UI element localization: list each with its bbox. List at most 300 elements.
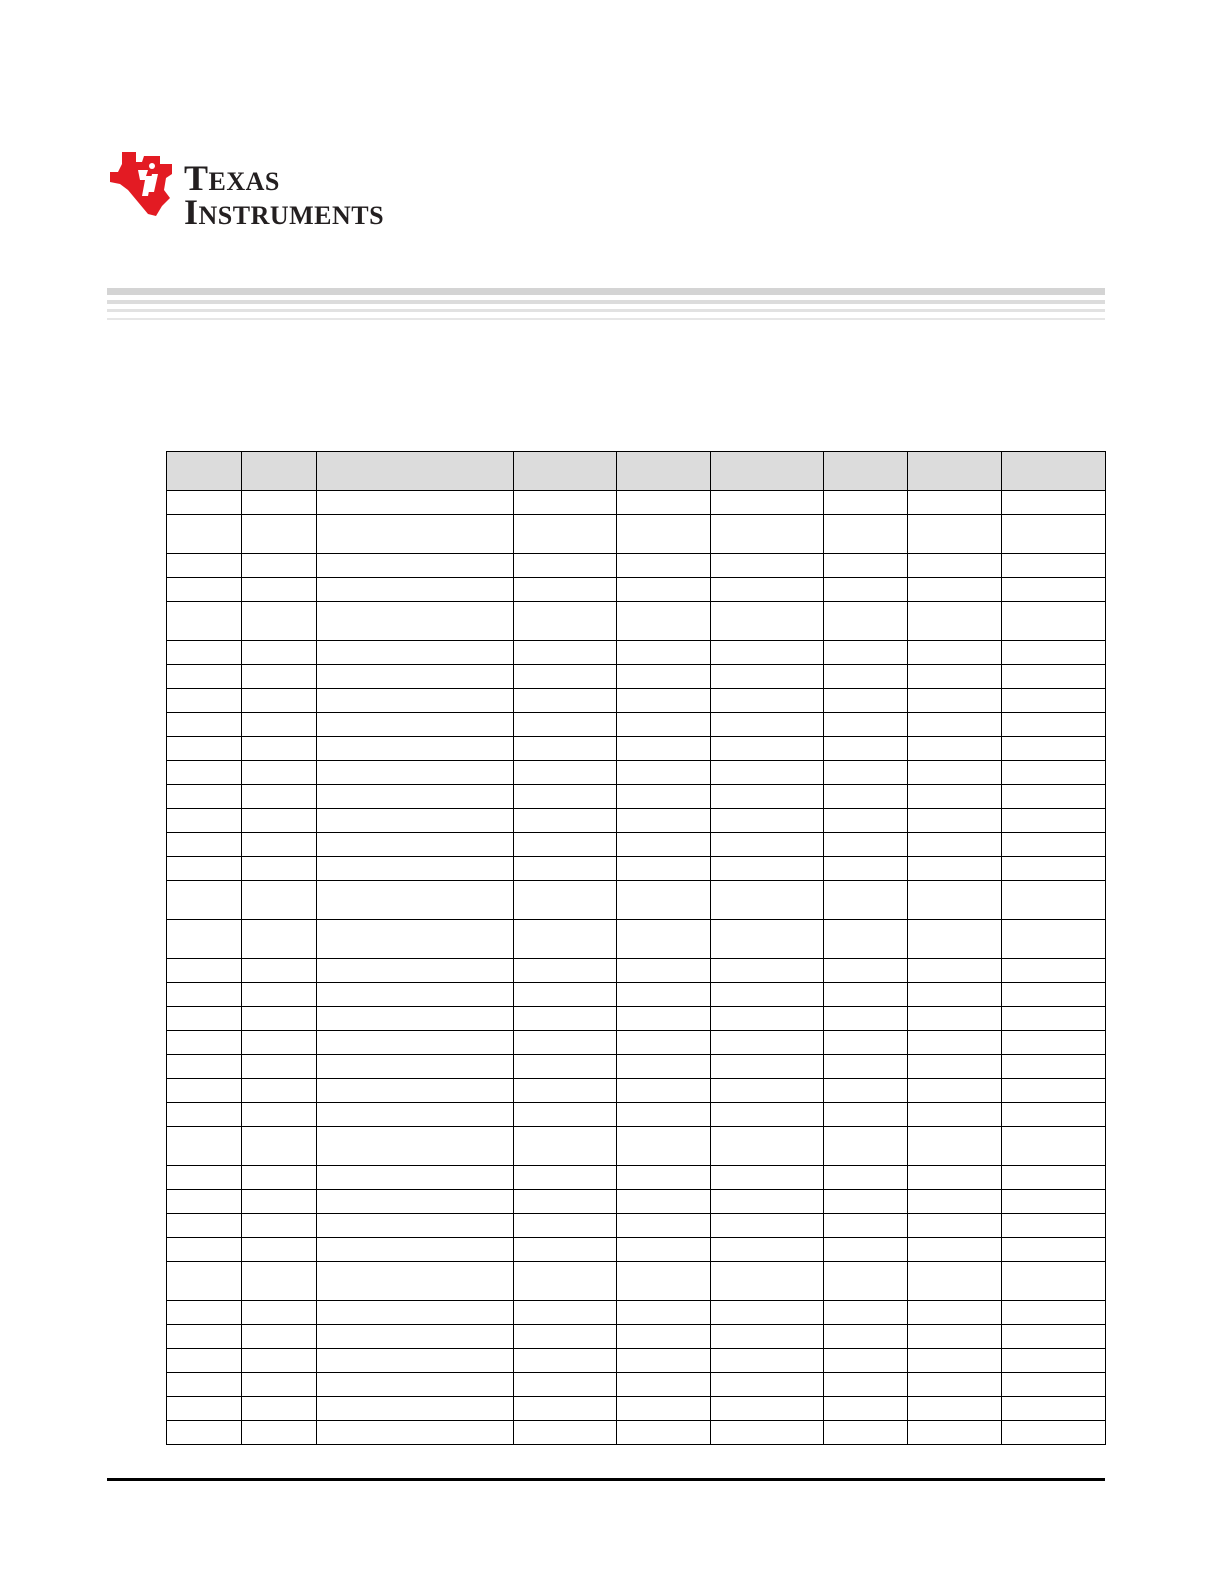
table-cell: [317, 881, 514, 920]
table-cell: [617, 833, 711, 857]
table-cell: [167, 1373, 242, 1397]
table-cell: [824, 1325, 908, 1349]
table-cell: [514, 1007, 617, 1031]
table-cell: [242, 689, 317, 713]
table-cell: [617, 1397, 711, 1421]
table-cell: [167, 833, 242, 857]
table-cell: [1002, 857, 1106, 881]
table-cell: [242, 1166, 317, 1190]
table-cell: [617, 1421, 711, 1445]
table-cell: [1002, 602, 1106, 641]
table-cell: [317, 1349, 514, 1373]
table-cell: [514, 1079, 617, 1103]
table-cell: [514, 809, 617, 833]
table-cell: [317, 1079, 514, 1103]
table-cell: [824, 554, 908, 578]
ti-state-logo-icon: [108, 150, 178, 220]
table-cell: [317, 1031, 514, 1055]
table-cell: [167, 1055, 242, 1079]
table-cell: [317, 1127, 514, 1166]
table-cell: [317, 1301, 514, 1325]
table-cell: [908, 1421, 1002, 1445]
table-row: [167, 1166, 1106, 1190]
table-cell: [514, 713, 617, 737]
table-cell: [167, 713, 242, 737]
table-body: [167, 491, 1106, 1445]
table-cell: [824, 1373, 908, 1397]
table-cell: [242, 785, 317, 809]
header-cell: [617, 452, 711, 491]
table-cell: [1002, 1055, 1106, 1079]
table-cell: [317, 602, 514, 641]
table-cell: [1002, 809, 1106, 833]
table-cell: [317, 833, 514, 857]
table-cell: [711, 881, 824, 920]
table-cell: [617, 959, 711, 983]
table-cell: [317, 1007, 514, 1031]
table-cell: [242, 1421, 317, 1445]
table-cell: [617, 920, 711, 959]
table-cell: [242, 1238, 317, 1262]
table-cell: [317, 1373, 514, 1397]
table-cell: [711, 857, 824, 881]
table-cell: [711, 491, 824, 515]
table-cell: [824, 857, 908, 881]
table-cell: [908, 761, 1002, 785]
table-cell: [242, 1301, 317, 1325]
table-cell: [317, 1238, 514, 1262]
table-cell: [617, 1079, 711, 1103]
header-rule-1: [107, 288, 1105, 295]
table-cell: [908, 1214, 1002, 1238]
table-cell: [824, 983, 908, 1007]
table-cell: [167, 920, 242, 959]
table-cell: [824, 1031, 908, 1055]
table-cell: [514, 1397, 617, 1421]
table-cell: [514, 1055, 617, 1079]
table-cell: [908, 833, 1002, 857]
table-cell: [617, 1166, 711, 1190]
table-cell: [514, 1103, 617, 1127]
table-cell: [514, 602, 617, 641]
table-cell: [908, 1238, 1002, 1262]
table-cell: [167, 1421, 242, 1445]
table-row: [167, 1031, 1106, 1055]
table-cell: [908, 1349, 1002, 1373]
table-cell: [514, 959, 617, 983]
header-cell: [242, 452, 317, 491]
brand-line2-rest: NSTRUMENTS: [198, 201, 385, 230]
table-cell: [908, 1166, 1002, 1190]
table-row: [167, 602, 1106, 641]
table-row: [167, 833, 1106, 857]
table-cell: [711, 1031, 824, 1055]
table-cell: [1002, 1007, 1106, 1031]
table-cell: [242, 713, 317, 737]
table-cell: [242, 1325, 317, 1349]
table-row: [167, 1127, 1106, 1166]
table-cell: [711, 1079, 824, 1103]
table-cell: [711, 1214, 824, 1238]
table-row: [167, 920, 1106, 959]
table-cell: [824, 665, 908, 689]
table-cell: [1002, 713, 1106, 737]
table-cell: [617, 665, 711, 689]
table-cell: [824, 761, 908, 785]
table-cell: [711, 1166, 824, 1190]
table-row: [167, 1055, 1106, 1079]
table-cell: [824, 737, 908, 761]
table-cell: [908, 554, 1002, 578]
table-cell: [167, 983, 242, 1007]
table-cell: [908, 1190, 1002, 1214]
table-cell: [167, 1031, 242, 1055]
table-cell: [317, 665, 514, 689]
table-cell: [167, 1238, 242, 1262]
table-cell: [1002, 785, 1106, 809]
brand-line1-rest: EXAS: [208, 167, 280, 196]
table-cell: [242, 641, 317, 665]
table-cell: [711, 1373, 824, 1397]
table-cell: [711, 713, 824, 737]
header-rule-4: [107, 318, 1105, 320]
table-row: [167, 1373, 1106, 1397]
table-cell: [167, 785, 242, 809]
table-cell: [824, 1079, 908, 1103]
table-cell: [617, 881, 711, 920]
table-cell: [824, 1190, 908, 1214]
header-rule-3: [107, 309, 1105, 312]
table-cell: [824, 809, 908, 833]
table-cell: [617, 1214, 711, 1238]
table-cell: [242, 809, 317, 833]
table-cell: [514, 761, 617, 785]
table-cell: [167, 602, 242, 641]
table-cell: [167, 1262, 242, 1301]
table-cell: [317, 1190, 514, 1214]
table-cell: [1002, 1349, 1106, 1373]
table-cell: [824, 1007, 908, 1031]
table-cell: [1002, 1166, 1106, 1190]
table-row: [167, 1421, 1106, 1445]
table-cell: [242, 491, 317, 515]
table-cell: [711, 1325, 824, 1349]
table-row: [167, 809, 1106, 833]
table-cell: [908, 578, 1002, 602]
table-cell: [317, 1103, 514, 1127]
table-cell: [514, 689, 617, 713]
table-cell: [514, 1373, 617, 1397]
table-cell: [908, 665, 1002, 689]
table-cell: [711, 737, 824, 761]
table-cell: [711, 983, 824, 1007]
table-cell: [167, 1214, 242, 1238]
table-cell: [908, 1325, 1002, 1349]
table-cell: [711, 1397, 824, 1421]
table-cell: [167, 1397, 242, 1421]
table-cell: [824, 578, 908, 602]
table-cell: [242, 665, 317, 689]
table-cell: [514, 983, 617, 1007]
header-cell: [908, 452, 1002, 491]
table-cell: [317, 785, 514, 809]
table-cell: [1002, 554, 1106, 578]
table-row: [167, 737, 1106, 761]
table-cell: [617, 515, 711, 554]
table-cell: [908, 641, 1002, 665]
table-cell: [514, 785, 617, 809]
table-cell: [242, 1079, 317, 1103]
table-cell: [908, 881, 1002, 920]
table-cell: [167, 809, 242, 833]
table-cell: [908, 689, 1002, 713]
table-cell: [242, 881, 317, 920]
table-cell: [908, 1007, 1002, 1031]
table-cell: [242, 1262, 317, 1301]
table-cell: [824, 1421, 908, 1445]
data-table: [166, 451, 1106, 1445]
table-cell: [617, 1325, 711, 1349]
table-cell: [1002, 1421, 1106, 1445]
table-cell: [242, 554, 317, 578]
table-cell: [1002, 983, 1106, 1007]
table-row: [167, 689, 1106, 713]
header-cell: [1002, 452, 1106, 491]
table-cell: [317, 554, 514, 578]
table-cell: [514, 1301, 617, 1325]
table-cell: [317, 491, 514, 515]
table-row: [167, 554, 1106, 578]
table-cell: [317, 983, 514, 1007]
table-cell: [617, 578, 711, 602]
table-cell: [1002, 737, 1106, 761]
header-cell: [317, 452, 514, 491]
table-cell: [617, 1055, 711, 1079]
table-cell: [711, 665, 824, 689]
table-cell: [514, 491, 617, 515]
header-cell: [167, 452, 242, 491]
table-cell: [167, 737, 242, 761]
table-cell: [617, 809, 711, 833]
table-cell: [1002, 1031, 1106, 1055]
table-cell: [317, 689, 514, 713]
table-row: [167, 1325, 1106, 1349]
table-cell: [824, 833, 908, 857]
table-cell: [908, 809, 1002, 833]
table-cell: [242, 1007, 317, 1031]
table-cell: [617, 1238, 711, 1262]
table-cell: [167, 641, 242, 665]
table-cell: [824, 641, 908, 665]
table-cell: [242, 1127, 317, 1166]
table-cell: [242, 1190, 317, 1214]
table-cell: [711, 1262, 824, 1301]
table-cell: [824, 1103, 908, 1127]
table-cell: [514, 1238, 617, 1262]
table-cell: [1002, 578, 1106, 602]
table-row: [167, 515, 1106, 554]
table-cell: [711, 959, 824, 983]
table-cell: [908, 785, 1002, 809]
table-cell: [242, 1397, 317, 1421]
table-cell: [824, 515, 908, 554]
table-cell: [711, 1127, 824, 1166]
table-cell: [824, 1349, 908, 1373]
table-cell: [167, 665, 242, 689]
table-cell: [711, 785, 824, 809]
table-cell: [908, 983, 1002, 1007]
table-cell: [167, 1127, 242, 1166]
table-cell: [617, 602, 711, 641]
table-cell: [514, 1262, 617, 1301]
table-cell: [242, 1055, 317, 1079]
table-cell: [824, 602, 908, 641]
table-cell: [514, 1421, 617, 1445]
table-cell: [711, 1055, 824, 1079]
table-cell: [317, 761, 514, 785]
table-cell: [242, 959, 317, 983]
table-row: [167, 881, 1106, 920]
table-cell: [514, 1349, 617, 1373]
table-cell: [514, 1166, 617, 1190]
table-cell: [1002, 1238, 1106, 1262]
table-cell: [824, 785, 908, 809]
brand-line1-cap: T: [184, 158, 209, 198]
table-cell: [711, 1103, 824, 1127]
table-cell: [617, 1031, 711, 1055]
table-cell: [617, 689, 711, 713]
table-cell: [824, 713, 908, 737]
table-cell: [167, 1007, 242, 1031]
table-cell: [908, 1079, 1002, 1103]
table-cell: [167, 761, 242, 785]
table-cell: [824, 959, 908, 983]
table-cell: [711, 1238, 824, 1262]
table-cell: [317, 578, 514, 602]
table-cell: [908, 1103, 1002, 1127]
table-row: [167, 1397, 1106, 1421]
table-cell: [908, 515, 1002, 554]
table-cell: [711, 920, 824, 959]
table-cell: [908, 602, 1002, 641]
table-cell: [824, 881, 908, 920]
table-cell: [711, 1007, 824, 1031]
table-cell: [167, 491, 242, 515]
table-row: [167, 1103, 1106, 1127]
table-cell: [317, 809, 514, 833]
table-cell: [167, 959, 242, 983]
table-row: [167, 1079, 1106, 1103]
table-row: [167, 1349, 1106, 1373]
table-cell: [242, 1103, 317, 1127]
table-cell: [617, 1349, 711, 1373]
table-row: [167, 713, 1106, 737]
table-cell: [824, 920, 908, 959]
table-cell: [617, 491, 711, 515]
table-cell: [242, 983, 317, 1007]
table-cell: [711, 1349, 824, 1373]
table-cell: [908, 1031, 1002, 1055]
table-cell: [317, 1166, 514, 1190]
table-cell: [824, 1127, 908, 1166]
table-row: [167, 1262, 1106, 1301]
table-cell: [317, 641, 514, 665]
table-cell: [617, 1007, 711, 1031]
table-cell: [317, 1325, 514, 1349]
table-cell: [617, 641, 711, 665]
table-cell: [167, 1190, 242, 1214]
table-cell: [908, 959, 1002, 983]
table-cell: [317, 713, 514, 737]
table-cell: [317, 920, 514, 959]
table-cell: [1002, 1325, 1106, 1349]
table-row: [167, 665, 1106, 689]
table-cell: [242, 833, 317, 857]
table-cell: [167, 1166, 242, 1190]
header-cell: [711, 452, 824, 491]
header-cell: [824, 452, 908, 491]
table-cell: [514, 833, 617, 857]
table-cell: [824, 1301, 908, 1325]
table-cell: [1002, 665, 1106, 689]
table-cell: [617, 737, 711, 761]
table-cell: [1002, 881, 1106, 920]
header-cell: [514, 452, 617, 491]
table-cell: [514, 665, 617, 689]
table-cell: [617, 1301, 711, 1325]
table-cell: [617, 1262, 711, 1301]
table-row: [167, 785, 1106, 809]
table-cell: [514, 1127, 617, 1166]
table-cell: [1002, 833, 1106, 857]
table-cell: [167, 1349, 242, 1373]
table-cell: [711, 554, 824, 578]
table-cell: [1002, 959, 1106, 983]
table-cell: [1002, 761, 1106, 785]
table-cell: [242, 857, 317, 881]
table-row: [167, 857, 1106, 881]
table-cell: [514, 578, 617, 602]
table-cell: [514, 737, 617, 761]
table-cell: [1002, 1301, 1106, 1325]
table-cell: [824, 1166, 908, 1190]
table-cell: [711, 578, 824, 602]
table-cell: [514, 1031, 617, 1055]
table-cell: [167, 515, 242, 554]
table-row: [167, 983, 1106, 1007]
table-cell: [167, 857, 242, 881]
table-cell: [514, 920, 617, 959]
table-cell: [1002, 1190, 1106, 1214]
table-cell: [167, 1325, 242, 1349]
table-cell: [617, 857, 711, 881]
table-cell: [1002, 1262, 1106, 1301]
table-cell: [617, 713, 711, 737]
table-row: [167, 959, 1106, 983]
table-cell: [617, 554, 711, 578]
table-cell: [617, 1373, 711, 1397]
table-cell: [1002, 1397, 1106, 1421]
table-cell: [317, 515, 514, 554]
table-cell: [908, 920, 1002, 959]
table-header-row: [167, 452, 1106, 491]
table-cell: [908, 1301, 1002, 1325]
table-cell: [317, 1262, 514, 1301]
table-cell: [617, 785, 711, 809]
table-cell: [824, 1214, 908, 1238]
table-cell: [167, 1301, 242, 1325]
table-cell: [514, 881, 617, 920]
